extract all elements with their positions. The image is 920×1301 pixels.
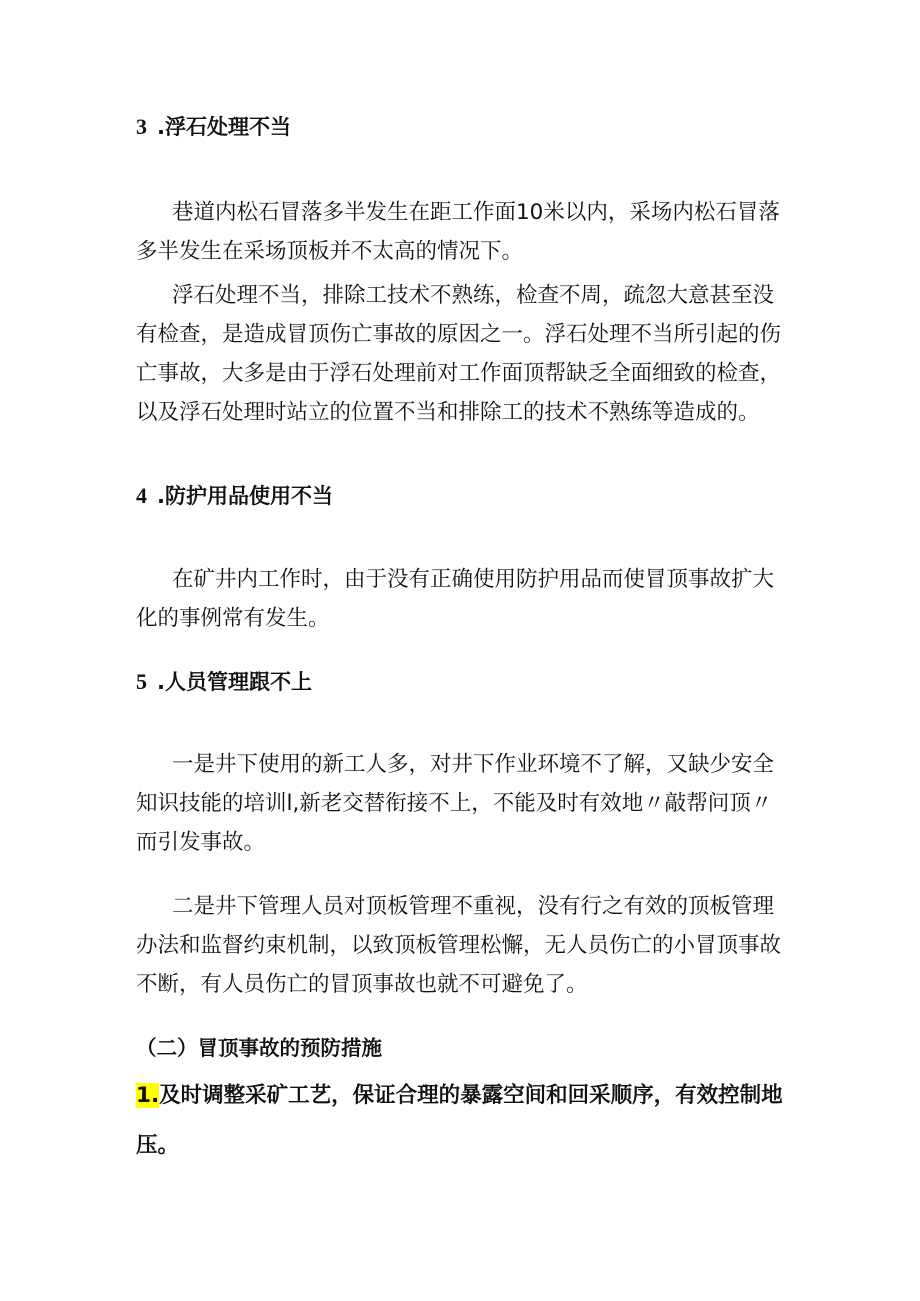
- section-title: .防护用品使用不当: [157, 484, 333, 508]
- paragraph: 巷道内松石冒落多半发生在距工作面10米以内，采场内松石冒落多半发生在采场顶板并不太高的情况下。: [136, 200, 780, 264]
- paragraph: 浮石处理不当，排除工技术不熟练，检查不周，疏忽大意甚至没有检查，是造成冒顶伤亡事故的原因之一。浮石处理不当所引起的伤亡事故，大多是由于浮石处理前对工作面顶帮缺乏全面细致的检查，以及浮石处理时站立的位置不当和排除工的技术不熟练等造成的。: [136, 283, 782, 425]
- section-number: 5: [136, 669, 147, 694]
- item-text: 及时调整采矿工艺，保证合理的暴露空间和回采顺序，有效控制地压。: [136, 1083, 783, 1158]
- section-title: .人员管理跟不上: [157, 670, 312, 694]
- measure-item-1: [136, 1071, 792, 1171]
- section-number: 3: [136, 114, 147, 139]
- section-heading-3: [136, 112, 291, 142]
- section-title: .浮石处理不当: [157, 115, 291, 139]
- section-heading-5: [136, 667, 312, 697]
- section-heading-4: [136, 481, 333, 511]
- paragraph: 二是井下管理人员对顶板管理不重视，没有行之有效的顶板管理办法和监督约束机制，以致顶板管理松懈，无人员伤亡的小冒顶事故不断，有人员伤亡的冒顶事故也就不可避免了。: [136, 894, 782, 997]
- section-number: 4: [136, 483, 147, 508]
- part-heading: （二）冒顶事故的预防措施: [136, 1036, 382, 1060]
- paragraph: 在矿井内工作时，由于没有正确使用防护用品而使冒顶事故扩大化的事例常有发生。: [136, 567, 775, 631]
- paragraph: 一是井下使用的新工人多，对井下作业环境不了解，又缺少安全知识技能的培训l,新老交替衔接不上，不能及时有效地〃敲帮问顶〃而引发事故。: [136, 752, 775, 855]
- item-number-highlight: 1.: [136, 1083, 160, 1108]
